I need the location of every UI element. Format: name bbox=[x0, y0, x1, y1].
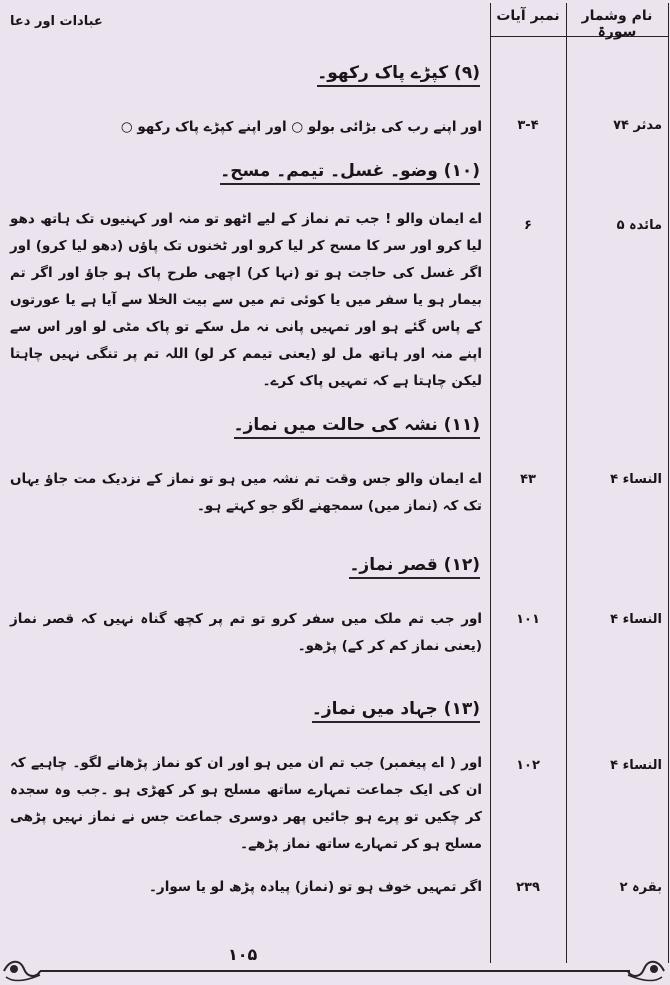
ayat-ref: ۴۳ bbox=[520, 472, 536, 487]
ayat-ref: ۶ bbox=[524, 218, 532, 233]
ayat-ref: ۳-۴ bbox=[517, 118, 539, 133]
page-number: ۱۰۵ bbox=[228, 945, 258, 964]
surah-ref: النساء ۴ bbox=[610, 612, 662, 627]
section-title: (۱۱) نشہ کی حالت میں نماز۔ bbox=[234, 414, 480, 439]
footer-rule bbox=[40, 970, 630, 972]
verse-text: اگر تمہیں خوف ہو تو (نماز) پیادہ پڑھ لو یا سوار۔ bbox=[149, 879, 482, 895]
section-title: (۹) کپڑے پاک رکھو۔ bbox=[317, 62, 480, 87]
column-rule-ayat bbox=[490, 3, 491, 963]
surah-ref: بقرہ ۲ bbox=[619, 880, 662, 895]
surah-ref: النساء ۴ bbox=[610, 472, 662, 487]
verse-text: اور ( اے پیغمبر) جب تم ان میں ہو اور ان کو نماز پڑھانے لگو۔ چاہیے کہ ان کی ایک جماعت تمہارے ساتھ مسلح ہو کر کھڑی ہو ۔جب وہ سجدہ کر چکیں تو پرے ہو جائیں پھر دوسری جماعت جس نے نماز نہیں پڑھی مسلح ہو کر تمہارے ساتھ نماز پڑھے۔ bbox=[10, 755, 482, 852]
ayat-ref: ۱۰۱ bbox=[516, 612, 540, 627]
verse-text: اور جب تم ملک میں سفر کرو تو تم پر کچھ گناہ نہیں کہ قصر نماز (یعنی نماز کم کر کے) پڑھو۔ bbox=[10, 611, 482, 654]
left-ornament-icon bbox=[2, 957, 42, 983]
verse-text: اور اپنے رب کی بڑائی بولو ○ اور اپنے کپڑے پاک رکھو ○ bbox=[120, 119, 482, 135]
section-title: (۱۰) وضو۔ غسل۔ تیمم۔ مسح۔ bbox=[220, 160, 480, 185]
section-title: (۱۲) قصر نماز۔ bbox=[349, 554, 480, 579]
column-header-surah: نام وشمار سورۃ bbox=[581, 8, 653, 40]
surah-ref: النساء ۴ bbox=[610, 758, 662, 773]
ayat-ref: ۱۰۲ bbox=[516, 758, 540, 773]
column-header-ayat: نمبر آیات bbox=[496, 8, 560, 24]
right-ornament-icon bbox=[626, 957, 666, 983]
verse-text: اے ایمان والو جس وقت تم نشہ میں ہو تو نماز کے نزدیک مت جاؤ یہاں تک کہ (نماز میں) سمجھنے لگو جو کہتے ہو۔ bbox=[10, 471, 482, 514]
verse-text: اے ایمان والو ! جب تم نماز کے لیے اٹھو تو منہ اور کہنیوں تک ہاتھ دھو لیا کرو اور سر کا مسح کر لیا کرو اور ٹخنوں تک پاؤں (دھو لیا کرو) اور اگر غسل کی حاجت ہو تو (نہا کر) اچھی طرح پاک ہو جاؤ اور اگر تم بیمار ہو یا سفر میں یا کوئی تم میں سے بیت الخلا سے آیا ہے یا عورتوں کے پاس گئے ہو اور تمہیں پانی نہ مل سکے تو پاک مٹی لو اور اس سے اپنے منہ اور ہاتھ مل لو (یعنی تیمم کر لو) اللہ تم پر تنگی نہیں چاہتا لیکن چاہتا ہے کہ تمہیں پاک کرے۔ bbox=[10, 211, 482, 389]
section-title: (۱۳) جہاد میں نماز۔ bbox=[312, 698, 480, 723]
surah-ref: مائدہ ۵ bbox=[616, 218, 662, 233]
column-rule-outer bbox=[668, 3, 669, 963]
surah-ref: مدثر ۷۴ bbox=[613, 118, 662, 133]
ayat-ref: ۲۳۹ bbox=[516, 880, 540, 895]
running-head: عبادات اور دعا bbox=[10, 14, 103, 29]
column-rule-surah bbox=[566, 3, 567, 963]
